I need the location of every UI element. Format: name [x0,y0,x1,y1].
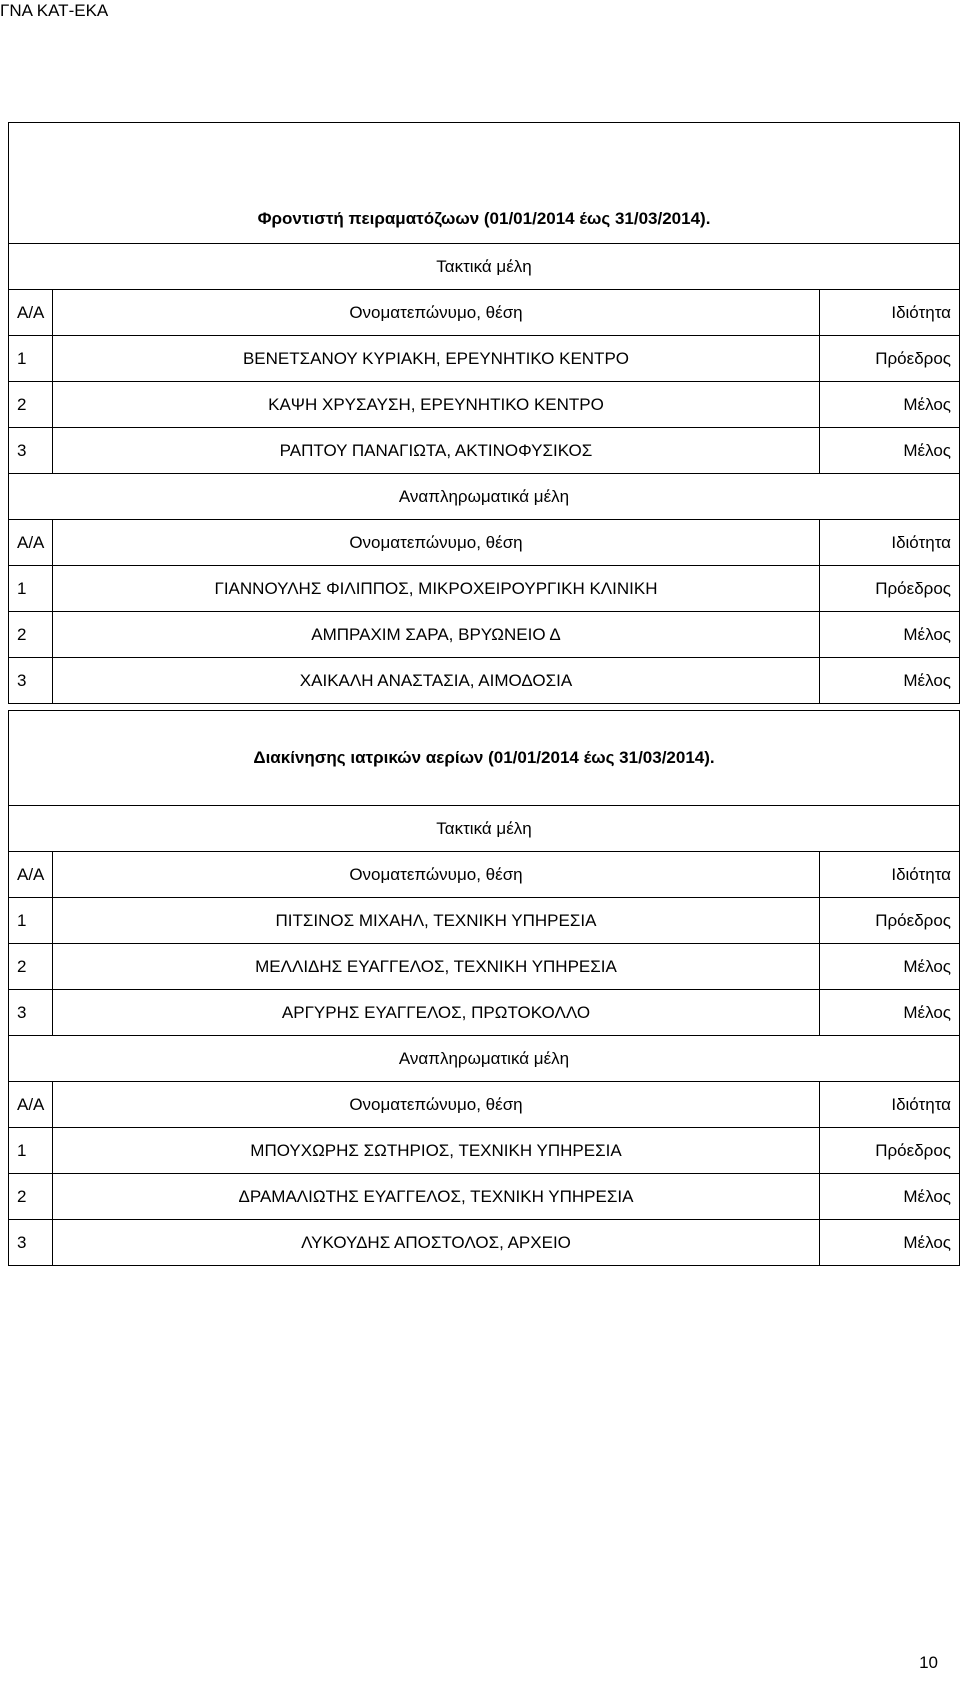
table-row [9,658,960,704]
cell-role: Μέλος [819,1174,959,1220]
cell-name: ΜΠΟΥΧΩΡΗΣ ΣΩΤΗΡΙΟΣ, ΤΕΧΝΙΚΗ ΥΠΗΡΕΣΙΑ [53,1128,820,1174]
header-role: Ιδιότητα [819,1082,959,1128]
table-row [9,898,960,944]
table-row [9,944,960,990]
section-label-alternate: Αναπληρωματικά μέλη [9,1036,960,1082]
cell-role: Μέλος [819,1220,959,1266]
page-header: ΓΝΑ ΚΑΤ-ΕΚΑ [0,1,109,20]
header-aa: Α/Α [9,290,53,336]
table-header-row [9,290,960,336]
table-row [9,990,960,1036]
header-name: Ονοματεπώνυμο, θέση [53,1082,820,1128]
committee-table [8,710,960,1266]
committee-title-row [9,123,960,244]
committee-title: Φροντιστή πειραματόζωων (01/01/2014 έως 31/03/2014). [9,123,960,244]
cell-aa: 1 [9,566,53,612]
cell-name: ΡΑΠΤΟΥ ΠΑΝΑΓΙΩΤΑ, ΑΚΤΙΝΟΦΥΣΙΚΟΣ [53,428,820,474]
section-label-regular: Τακτικά μέλη [9,244,960,290]
cell-name: ΓΙΑΝΝΟΥΛΗΣ ΦΙΛΙΠΠΟΣ, ΜΙΚΡΟΧΕΙΡΟΥΡΓΙΚΗ ΚΛΙΝΙΚΗ [53,566,820,612]
header-role: Ιδιότητα [819,290,959,336]
cell-name: ΚΑΨΗ ΧΡΥΣΑΥΣΗ, ΕΡΕΥΝΗΤΙΚΟ ΚΕΝΤΡΟ [53,382,820,428]
cell-aa: 1 [9,898,53,944]
cell-role: Πρόεδρος [819,1128,959,1174]
cell-aa: 1 [9,1128,53,1174]
cell-name: ΜΕΛΛΙΔΗΣ ΕΥΑΓΓΕΛΟΣ, ΤΕΧΝΙΚΗ ΥΠΗΡΕΣΙΑ [53,944,820,990]
header-aa: Α/Α [9,852,53,898]
cell-name: ΔΡΑΜΑΛΙΩΤΗΣ ΕΥΑΓΓΕΛΟΣ, ΤΕΧΝΙΚΗ ΥΠΗΡΕΣΙΑ [53,1174,820,1220]
table-header-row [9,852,960,898]
cell-role: Μέλος [819,990,959,1036]
table-row [9,336,960,382]
table-row [9,1128,960,1174]
committee-title-row [9,711,960,806]
cell-aa: 3 [9,428,53,474]
cell-name: ΧΑΙΚΑΛΗ ΑΝΑΣΤΑΣΙΑ, ΑΙΜΟΔΟΣΙΑ [53,658,820,704]
section-row [9,806,960,852]
cell-role: Πρόεδρος [819,336,959,382]
cell-aa: 2 [9,382,53,428]
header-name: Ονοματεπώνυμο, θέση [53,852,820,898]
table-row [9,428,960,474]
section-label-regular: Τακτικά μέλη [9,806,960,852]
committee-title: Διακίνησης ιατρικών αερίων (01/01/2014 έως 31/03/2014). [9,711,960,806]
cell-aa: 3 [9,658,53,704]
section-row [9,1036,960,1082]
cell-aa: 3 [9,990,53,1036]
table-row [9,612,960,658]
header-role: Ιδιότητα [819,852,959,898]
cell-role: Μέλος [819,658,959,704]
cell-name: ΛΥΚΟΥΔΗΣ ΑΠΟΣΤΟΛΟΣ, ΑΡΧΕΙΟ [53,1220,820,1266]
cell-role: Μέλος [819,382,959,428]
cell-role: Πρόεδρος [819,566,959,612]
cell-role: Πρόεδρος [819,898,959,944]
cell-name: ΑΜΠΡΑΧΙΜ ΣΑΡΑ, ΒΡΥΩΝΕΙΟ Δ [53,612,820,658]
cell-aa: 2 [9,1174,53,1220]
cell-name: ΠΙΤΣΙΝΟΣ ΜΙΧΑΗΛ, ΤΕΧΝΙΚΗ ΥΠΗΡΕΣΙΑ [53,898,820,944]
section-row [9,474,960,520]
cell-aa: 2 [9,612,53,658]
table-header-row [9,1082,960,1128]
table-row [9,566,960,612]
committee-table [8,122,960,704]
header-role: Ιδιότητα [819,520,959,566]
cell-role: Μέλος [819,612,959,658]
table-row [9,1174,960,1220]
table-row [9,1220,960,1266]
page-number: 10 [919,1653,938,1672]
cell-name: ΑΡΓΥΡΗΣ ΕΥΑΓΓΕΛΟΣ, ΠΡΩΤΟΚΟΛΛΟ [53,990,820,1036]
cell-aa: 1 [9,336,53,382]
section-row [9,244,960,290]
table-row [9,382,960,428]
cell-name: ΒΕΝΕΤΣΑΝΟΥ ΚΥΡΙΑΚΗ, ΕΡΕΥΝΗΤΙΚΟ ΚΕΝΤΡΟ [53,336,820,382]
table-header-row [9,520,960,566]
cell-aa: 2 [9,944,53,990]
cell-role: Μέλος [819,428,959,474]
header-aa: Α/Α [9,520,53,566]
header-name: Ονοματεπώνυμο, θέση [53,290,820,336]
header-name: Ονοματεπώνυμο, θέση [53,520,820,566]
header-aa: Α/Α [9,1082,53,1128]
cell-aa: 3 [9,1220,53,1266]
section-label-alternate: Αναπληρωματικά μέλη [9,474,960,520]
cell-role: Μέλος [819,944,959,990]
